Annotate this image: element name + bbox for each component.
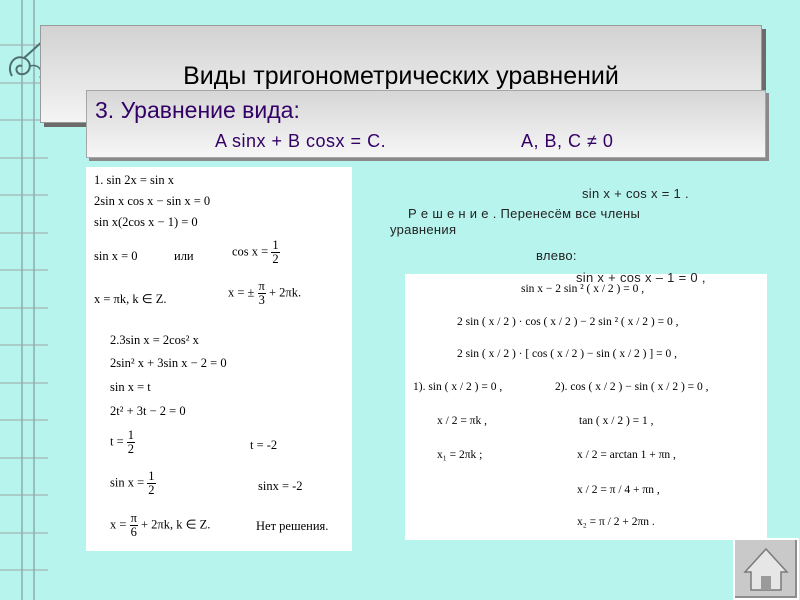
fraction-den: 2 <box>272 252 279 266</box>
solution-line1: Р е ш е н и е . Перенесём все члены <box>408 206 641 221</box>
solution-panel <box>405 274 767 540</box>
ex1-line4b-text: cos x = <box>232 244 269 259</box>
ex1-line4b <box>232 239 280 266</box>
ex1-or: или <box>174 249 194 263</box>
sol-row5b: tan ( x / 2 ) = 1 , <box>579 415 654 427</box>
ex1-line3: sin x(2cos x − 1) = 0 <box>94 215 198 229</box>
fraction-den: 2 <box>148 483 155 497</box>
ex1-line2: 2sin x cos x − sin x = 0 <box>94 194 211 208</box>
ex2-line6b: sinx = -2 <box>258 479 303 493</box>
sol-row6b: x / 2 = arctan 1 + πn , <box>577 449 676 461</box>
fraction-den: 2 <box>127 442 135 456</box>
fraction <box>271 239 279 266</box>
sol-row5a: x / 2 = πk , <box>437 415 487 427</box>
ex1-line4a: sin x = 0 <box>94 249 138 263</box>
sol-row3: 2 sin ( x / 2 ) · [ cos ( x / 2 ) − sin ( x / 2 ) ] = 0 , <box>457 348 677 360</box>
sol-row4b: 2). cos ( x / 2 ) − sin ( x / 2 ) = 0 , <box>555 381 709 393</box>
fraction <box>258 280 266 307</box>
equation-heading: 3. Уравнение вида: <box>95 97 300 123</box>
sol-row1: sin x − 2 sin ² ( x / 2 ) = 0 , <box>521 283 645 295</box>
ex2-line7b: Нет решения. <box>256 519 329 533</box>
fraction-den: 6 <box>130 525 137 539</box>
ex1-line5b <box>228 280 301 307</box>
sol-row4a: 1). sin ( x / 2 ) = 0 , <box>413 381 503 393</box>
fraction <box>130 512 138 539</box>
slide-title: Виды тригонометрических уравнений <box>183 62 619 90</box>
fraction <box>147 470 155 497</box>
ex1-line1: 1. sin 2x = sin x <box>94 173 174 187</box>
ex2-line4: 2t² + 3t − 2 = 0 <box>110 404 186 418</box>
ex2-line5-pre: t = <box>110 434 124 449</box>
solution-line2: уравнения <box>390 222 457 237</box>
examples-panel <box>86 167 352 551</box>
fraction-den: 3 <box>258 293 265 307</box>
ex2-line5b: t = -2 <box>250 438 278 452</box>
sol-row7b: x / 2 = π / 4 + πn , <box>577 484 660 496</box>
sol-row8b: x₂ = π / 2 + 2πn . <box>577 516 655 528</box>
ex2-line7-pre: x = <box>110 517 127 532</box>
ex1-line5b-post: + 2πk. <box>268 285 302 300</box>
solution-equation: sin x + cos x = 1 . <box>582 186 689 201</box>
fraction <box>127 429 135 456</box>
ex1-line5a: x = πk, k ∈ Z. <box>94 292 167 306</box>
fraction-num: 1 <box>148 469 155 483</box>
ex2-line3: sin x = t <box>110 380 151 394</box>
ex2-line7-post: + 2πk, k ∈ Z. <box>141 517 211 532</box>
general-formula: A sinx + B cosx = C. <box>215 131 387 151</box>
ex2-line2: 2sin² x + 3sin x − 2 = 0 <box>110 356 227 370</box>
fraction-num: π <box>130 511 137 525</box>
ex2-line1: 2.3sin x = 2cos² x <box>110 333 199 347</box>
fraction-num: 1 <box>272 238 279 252</box>
ex2-line6 <box>110 470 156 497</box>
ex2-line6-pre: sin x = <box>110 475 145 490</box>
fraction-num: 1 <box>127 428 135 442</box>
solution-line4: sin x + cos x – 1 = 0 , <box>576 270 706 285</box>
ex2-line5 <box>110 429 135 456</box>
sol-row6a: x₁ = 2πk ; <box>437 449 483 461</box>
ex1-line5b-pre: x = ± <box>228 285 255 300</box>
home-button[interactable] <box>733 538 799 600</box>
fraction-num: π <box>258 279 265 293</box>
home-icon <box>735 540 797 598</box>
equation-type-card <box>86 90 766 158</box>
solution-line3: влево: <box>536 248 577 263</box>
ex2-line7 <box>110 512 210 539</box>
coefficient-condition: A, B, C ≠ 0 <box>521 131 614 151</box>
sol-row2: 2 sin ( x / 2 ) · cos ( x / 2 ) − 2 sin ² ( x / 2 ) = 0 , <box>457 316 679 328</box>
